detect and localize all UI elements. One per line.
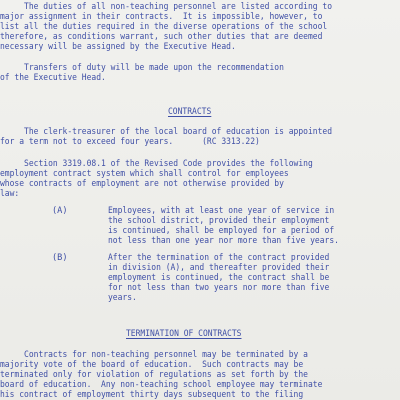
text-line: therefore, as conditions warrant, such other duties that are deemed bbox=[0, 32, 323, 42]
text-line: employment is continued, the contract shall be bbox=[108, 273, 330, 283]
text-line: years. bbox=[108, 293, 137, 303]
text-line: employment contract system which shall control for employees bbox=[0, 169, 289, 179]
text-line: The clerk-treasurer of the local board of education is appointed bbox=[0, 127, 333, 137]
text-line: Transfers of duty will be made upon the recommendation bbox=[0, 63, 284, 73]
division-a-label: (A) bbox=[52, 206, 68, 216]
text-line: for a term not to exceed four years. (RC 3313.22) bbox=[0, 137, 260, 147]
text-line: his contract of employment thirty days subsequent to the filing bbox=[0, 390, 304, 400]
text-line: is continued, shall be employed for a period of bbox=[108, 226, 335, 236]
text-line: majority vote of the board of education. Such contracts may be bbox=[0, 360, 304, 370]
division-b-label: (B) bbox=[52, 253, 68, 263]
text-line: whose contracts of employment are not otherwise provided by bbox=[0, 179, 284, 189]
text-line: terminated only for violation of regulations as set forth by the bbox=[0, 370, 308, 380]
text-line: not less than one year nor more than five years. bbox=[108, 236, 339, 246]
text-line: of the Executive Head. bbox=[0, 73, 106, 83]
text-line: list all the duties required in the diverse operations of the school bbox=[0, 22, 328, 32]
contracts-heading: CONTRACTS bbox=[168, 107, 212, 117]
text-line: Employees, with at least one year of service in bbox=[108, 206, 335, 216]
text-line: Contracts for non-teaching personnel may be terminated by a bbox=[0, 350, 308, 360]
text-line: board of education. Any non-teaching school employee may terminate bbox=[0, 380, 323, 390]
text-line: necessary will be assigned by the Executive Head. bbox=[0, 42, 236, 52]
text-line: The duties of all non-teaching personnel are listed according to bbox=[0, 2, 333, 12]
text-line: After the termination of the contract provided bbox=[108, 253, 330, 263]
text-line: in division (A), and thereafter provided their bbox=[108, 263, 330, 273]
text-line: Section 3319.08.1 of the Revised Code provides the following bbox=[0, 159, 313, 169]
termination-heading: TERMINATION OF CONTRACTS bbox=[126, 329, 242, 339]
text-line: major assignment in their contracts. It is impossible, however, to bbox=[0, 12, 323, 22]
text-line: the school district, provided their employment bbox=[108, 216, 330, 226]
text-line: for not less than two years nor more than five bbox=[108, 283, 330, 293]
text-line: law: bbox=[0, 189, 20, 199]
